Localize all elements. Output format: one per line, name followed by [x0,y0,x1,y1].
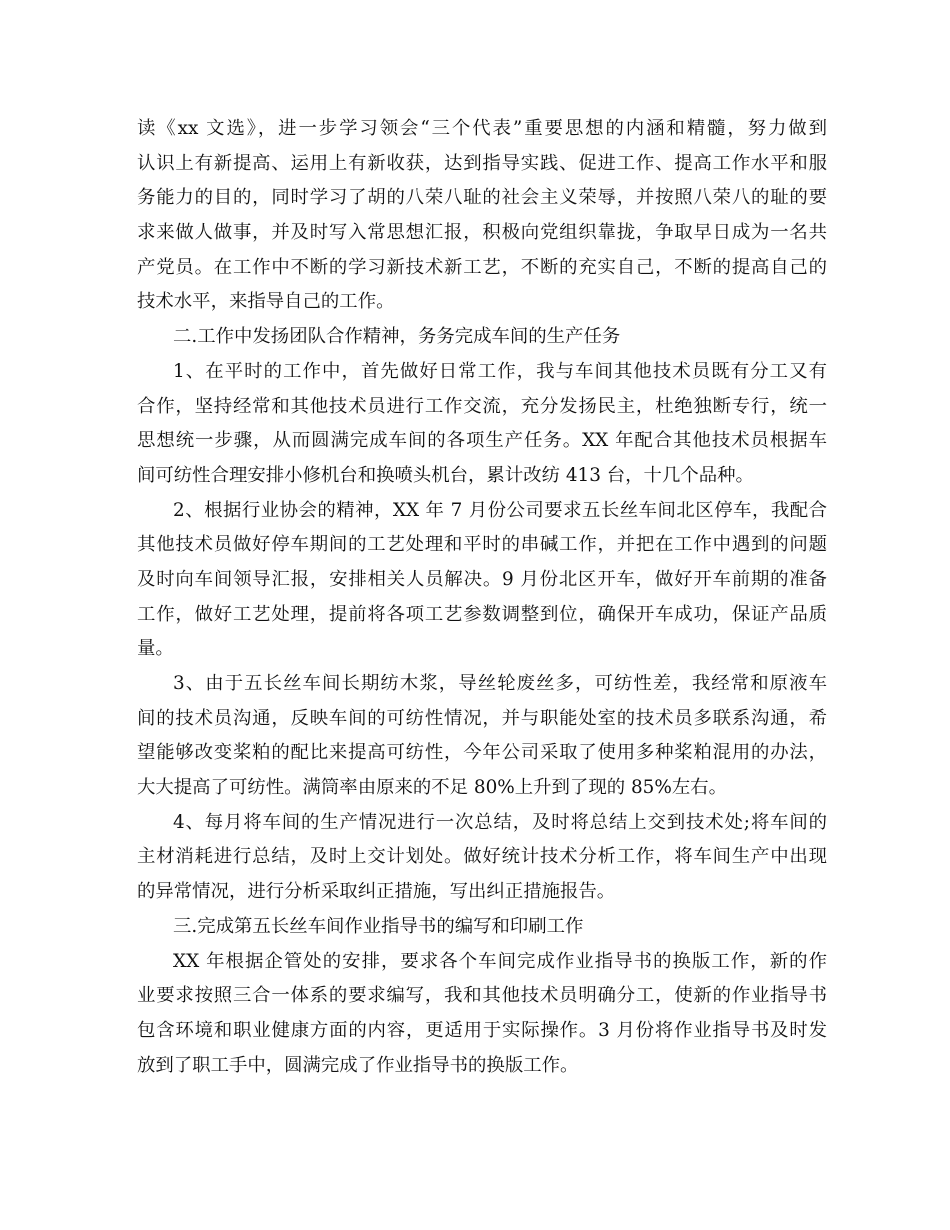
text-line: 工作，做好工艺处理，提前将各项工艺参数调整到位，确保开车成功，保证产品质 [137,603,827,625]
text-line: 务能力的目的，同时学习了胡的八荣八耻的社会主义荣辱，并按照八荣八的耻的要 [137,187,827,209]
document-body [137,112,827,1083]
text-line: 读《xx 文选》，进一步学习领会“三个代表”重要思想的内涵和精髓，努力做到 [137,118,827,139]
text-line: 望能够改变桨粕的配比来提高可纺性，今年公司采取了使用多种桨粕混用的办法， [137,742,827,764]
text-line: 其他技术员做好停车期间的工艺处理和平时的串碱工作，并把在工作中遇到的问题 [137,534,827,556]
text-line: 及时向车间领导汇报，安排相关人员解决。9 月份北区开车，做好开车前期的准备 [137,568,827,590]
text-line: 量。 [137,638,174,660]
text-line: XX 年根据企管处的安排，要求各个车间完成作业指导书的换版工作，新的作 [173,950,827,972]
text-line: 产党员。在工作中不断的学习新技术新工艺，不断的充实自己，不断的提高自己的 [137,256,827,278]
text-line: 技术水平，来指导自己的工作。 [137,291,395,313]
text-line: 1、在平时的工作中，首先做好日常工作，我与车间其他技术员既有分工又有 [173,360,827,382]
text-line: 4、每月将车间的生产情况进行一次总结，及时将总结上交到技术处;将车间的 [173,811,827,833]
text-line: 业要求按照三合一体系的要求编写，我和其他技术员明确分工，使新的作业指导书 [137,985,827,1007]
text-line: 二.工作中发扬团队合作精神，务务完成车间的生产任务 [173,326,621,348]
text-line: 主材消耗进行总结，及时上交计划处。做好统计技术分析工作，将车间生产中出现 [137,846,827,868]
text-line: 间可纺性合理安排小修机台和换喷头机台，累计改纺 413 台，十几个品种。 [137,464,754,486]
text-line: 思想统一步骤，从而圆满完成车间的各项生产任务。XX 年配合其他技术员根据车 [137,430,827,452]
text-line: 三.完成第五长丝车间作业指导书的编写和印刷工作 [173,915,584,937]
text-line: 3、由于五长丝车间长期纺木浆，导丝轮废丝多，可纺性差，我经常和原液车 [173,673,827,694]
text-line: 求来做人做事，并及时写入常思想汇报，积极向党组织靠拢，争取早日成为一名共 [137,222,827,244]
text-line: 认识上有新提高、运用上有新收获，达到指导实践、促进工作、提高工作水平和服 [137,152,827,174]
text-line: 合作，坚持经常和其他技术员进行工作交流，充分发扬民主，杜绝独断专行，统一 [137,395,827,417]
text-line: 大大提高了可纺性。满筒率由原来的不足 80%上升到了现的 85%左右。 [137,777,727,799]
text-line: 放到了职工手中，圆满完成了作业指导书的换版工作。 [137,1054,579,1076]
text-line: 间的技术员沟通，反映车间的可纺性情况，并与职能处室的技术员多联系沟通，希 [137,707,827,729]
text-line: 的异常情况，进行分析采取纠正措施，写出纠正措施报告。 [137,881,616,903]
text-line: 包含环境和职业健康方面的内容，更适用于实际操作。3 月份将作业指导书及时发 [137,1019,827,1041]
text-line: 2、根据行业协会的精神，XX 年 7 月份公司要求五长丝车间北区停车，我配合 [173,499,827,521]
